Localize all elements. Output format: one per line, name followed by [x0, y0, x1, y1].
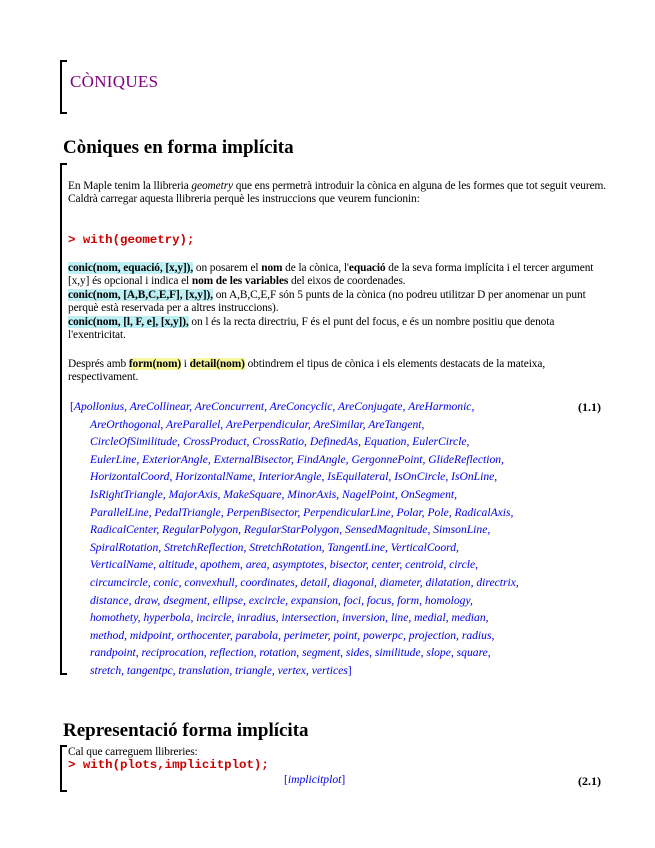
output-line: HorizontalCoord, HorizontalName, InteriorAngle, IsEquilateral, IsOnCircle, IsOnLine, — [90, 470, 498, 484]
conic-text: on posarem el — [193, 262, 262, 274]
output-line: circumcircle, conic, convexhull, coordinates, detail, diagonal, diameter, dilatation, directrix, — [90, 575, 519, 589]
conic-code-2: conic(nom, [A,B,C,E,F], [x,y]), — [68, 288, 213, 301]
output-line: AreOrthogonal, AreParallel, ArePerpendicular, AreSimilar, AreTangent, — [90, 417, 425, 431]
conic-text: on A,B,C,E,F són 5 punts de la cònica (no podreu utilitzar D per anomenar un punt perquè està reservada per a altres instruccions). — [68, 288, 586, 315]
conic-text: del eixos de coordenades. — [288, 275, 406, 288]
group-bracket-1 — [60, 163, 67, 675]
output-line: SpiralRotation, StretchReflection, StretchRotation, TangentLine, VerticalCoord, — [90, 540, 459, 554]
output-implicitplot — [284, 773, 404, 787]
sec2-text: Cal que carreguem llibreries: — [68, 746, 198, 758]
output-line: CircleOfSimilitude, CrossProduct, CrossRatio, DefinedAs, Equation, EulerCircle, — [90, 435, 470, 449]
conic-text: de la cònica, l' — [282, 262, 349, 274]
output2-open-bracket: [ — [284, 773, 288, 786]
output2-value: implicitplot — [287, 773, 342, 786]
conic-code-3: conic(nom, [l, F, e], [x,y]), — [68, 315, 189, 328]
output-line: randpoint, reciprocation, reflection, rotation, segment, sides, similitude, slope, square, — [90, 646, 491, 660]
output-line: distance, draw, dsegment, ellipse, excircle, expansion, foci, focus, form, homology, — [90, 593, 473, 607]
command-with-geometry[interactable]: > with(geometry); — [68, 233, 195, 247]
form-detail-paragraph — [68, 358, 608, 385]
conic-text-bold: equació — [348, 262, 386, 274]
conic-text-bold: nom — [261, 262, 283, 274]
heading-representacio: Representació forma implícita — [63, 720, 309, 741]
intro-text-c: Caldrà carregar aquesta llibreria perquè les instruccions que veurem funcionin: — [68, 193, 420, 206]
section-title: CÒNIQUES — [70, 72, 159, 91]
output-line: Apollonius, AreCollinear, AreConcurrent, AreConcyclic, AreConjugate, AreHarmonic, — [73, 400, 475, 413]
output-line: RadicalCenter, RegularPolygon, RegularStarPolygon, SensedMagnitude, SimsonLine, — [90, 523, 491, 537]
conic-text-bold: nom de les variables — [191, 275, 289, 288]
intro-text-a: En Maple tenim la llibreria — [68, 180, 192, 192]
output-line: ParallelLine, PedalTriangle, PerpenBisector, PerpendicularLine, Polar, Pole, RadicalAxis, — [90, 505, 514, 519]
intro-text-b: que ens permetrà introduir la cònica en alguna de les formes que tot seguit veurem. — [233, 180, 607, 192]
output-line: stretch, tangentpc, translation, triangle, vertex, vertices — [90, 663, 348, 677]
output-close-bracket: ] — [347, 663, 352, 677]
output2-close-bracket: ] — [341, 773, 346, 786]
after-text: Després amb — [68, 358, 129, 370]
after-text: i — [181, 358, 190, 370]
group-bracket-2 — [60, 745, 67, 792]
form-code: form(nom) — [128, 358, 182, 370]
intro-lib-name: geometry — [191, 180, 233, 192]
conic-text: de la seva forma implícita i el tercer argument [x,y] és opcional i indica el — [68, 262, 594, 288]
intro-paragraph — [68, 180, 608, 207]
equation-number-1-1: (1.1) — [578, 400, 601, 414]
output-line: IsRightTriangle, MajorAxis, MakeSquare, MinorAxis, NagelPoint, OnSegment, — [90, 487, 457, 501]
after-text: obtindrem el tipus de cònica i els elements destacats de la mateixa, respectivament. — [68, 358, 546, 384]
conic-description — [68, 262, 608, 342]
output-geometry-list — [70, 398, 570, 680]
conic-code-1: conic(nom, equació, [x,y]), — [68, 262, 194, 274]
detail-code: detail(nom) — [189, 358, 245, 370]
conic-text: on l és la recta directriu, F és el punt del focus, e és un nombre positiu que denota l'exentricitat. — [68, 315, 555, 342]
equation-number-2-1: (2.1) — [578, 774, 601, 788]
command-with-plots[interactable]: > with(plots,implicitplot); — [68, 758, 269, 772]
section-bracket — [60, 60, 67, 114]
output-line: VerticalName, altitude, apothem, area, asymptotes, bisector, center, centroid, circle, — [90, 558, 478, 572]
output-line: homothety, hyperbola, incircle, inradius, intersection, inversion, line, medial, median, — [90, 611, 489, 625]
output-line: EulerLine, ExteriorAngle, ExternalBisector, FindAngle, GergonnePoint, GlideReflection, — [90, 452, 504, 466]
heading-coniques-implicita: Còniques en forma implícita — [63, 137, 294, 158]
output-line: method, midpoint, orthocenter, parabola, perimeter, point, powerpc, projection, radius, — [90, 628, 495, 642]
output-open-bracket: [ — [70, 400, 74, 413]
